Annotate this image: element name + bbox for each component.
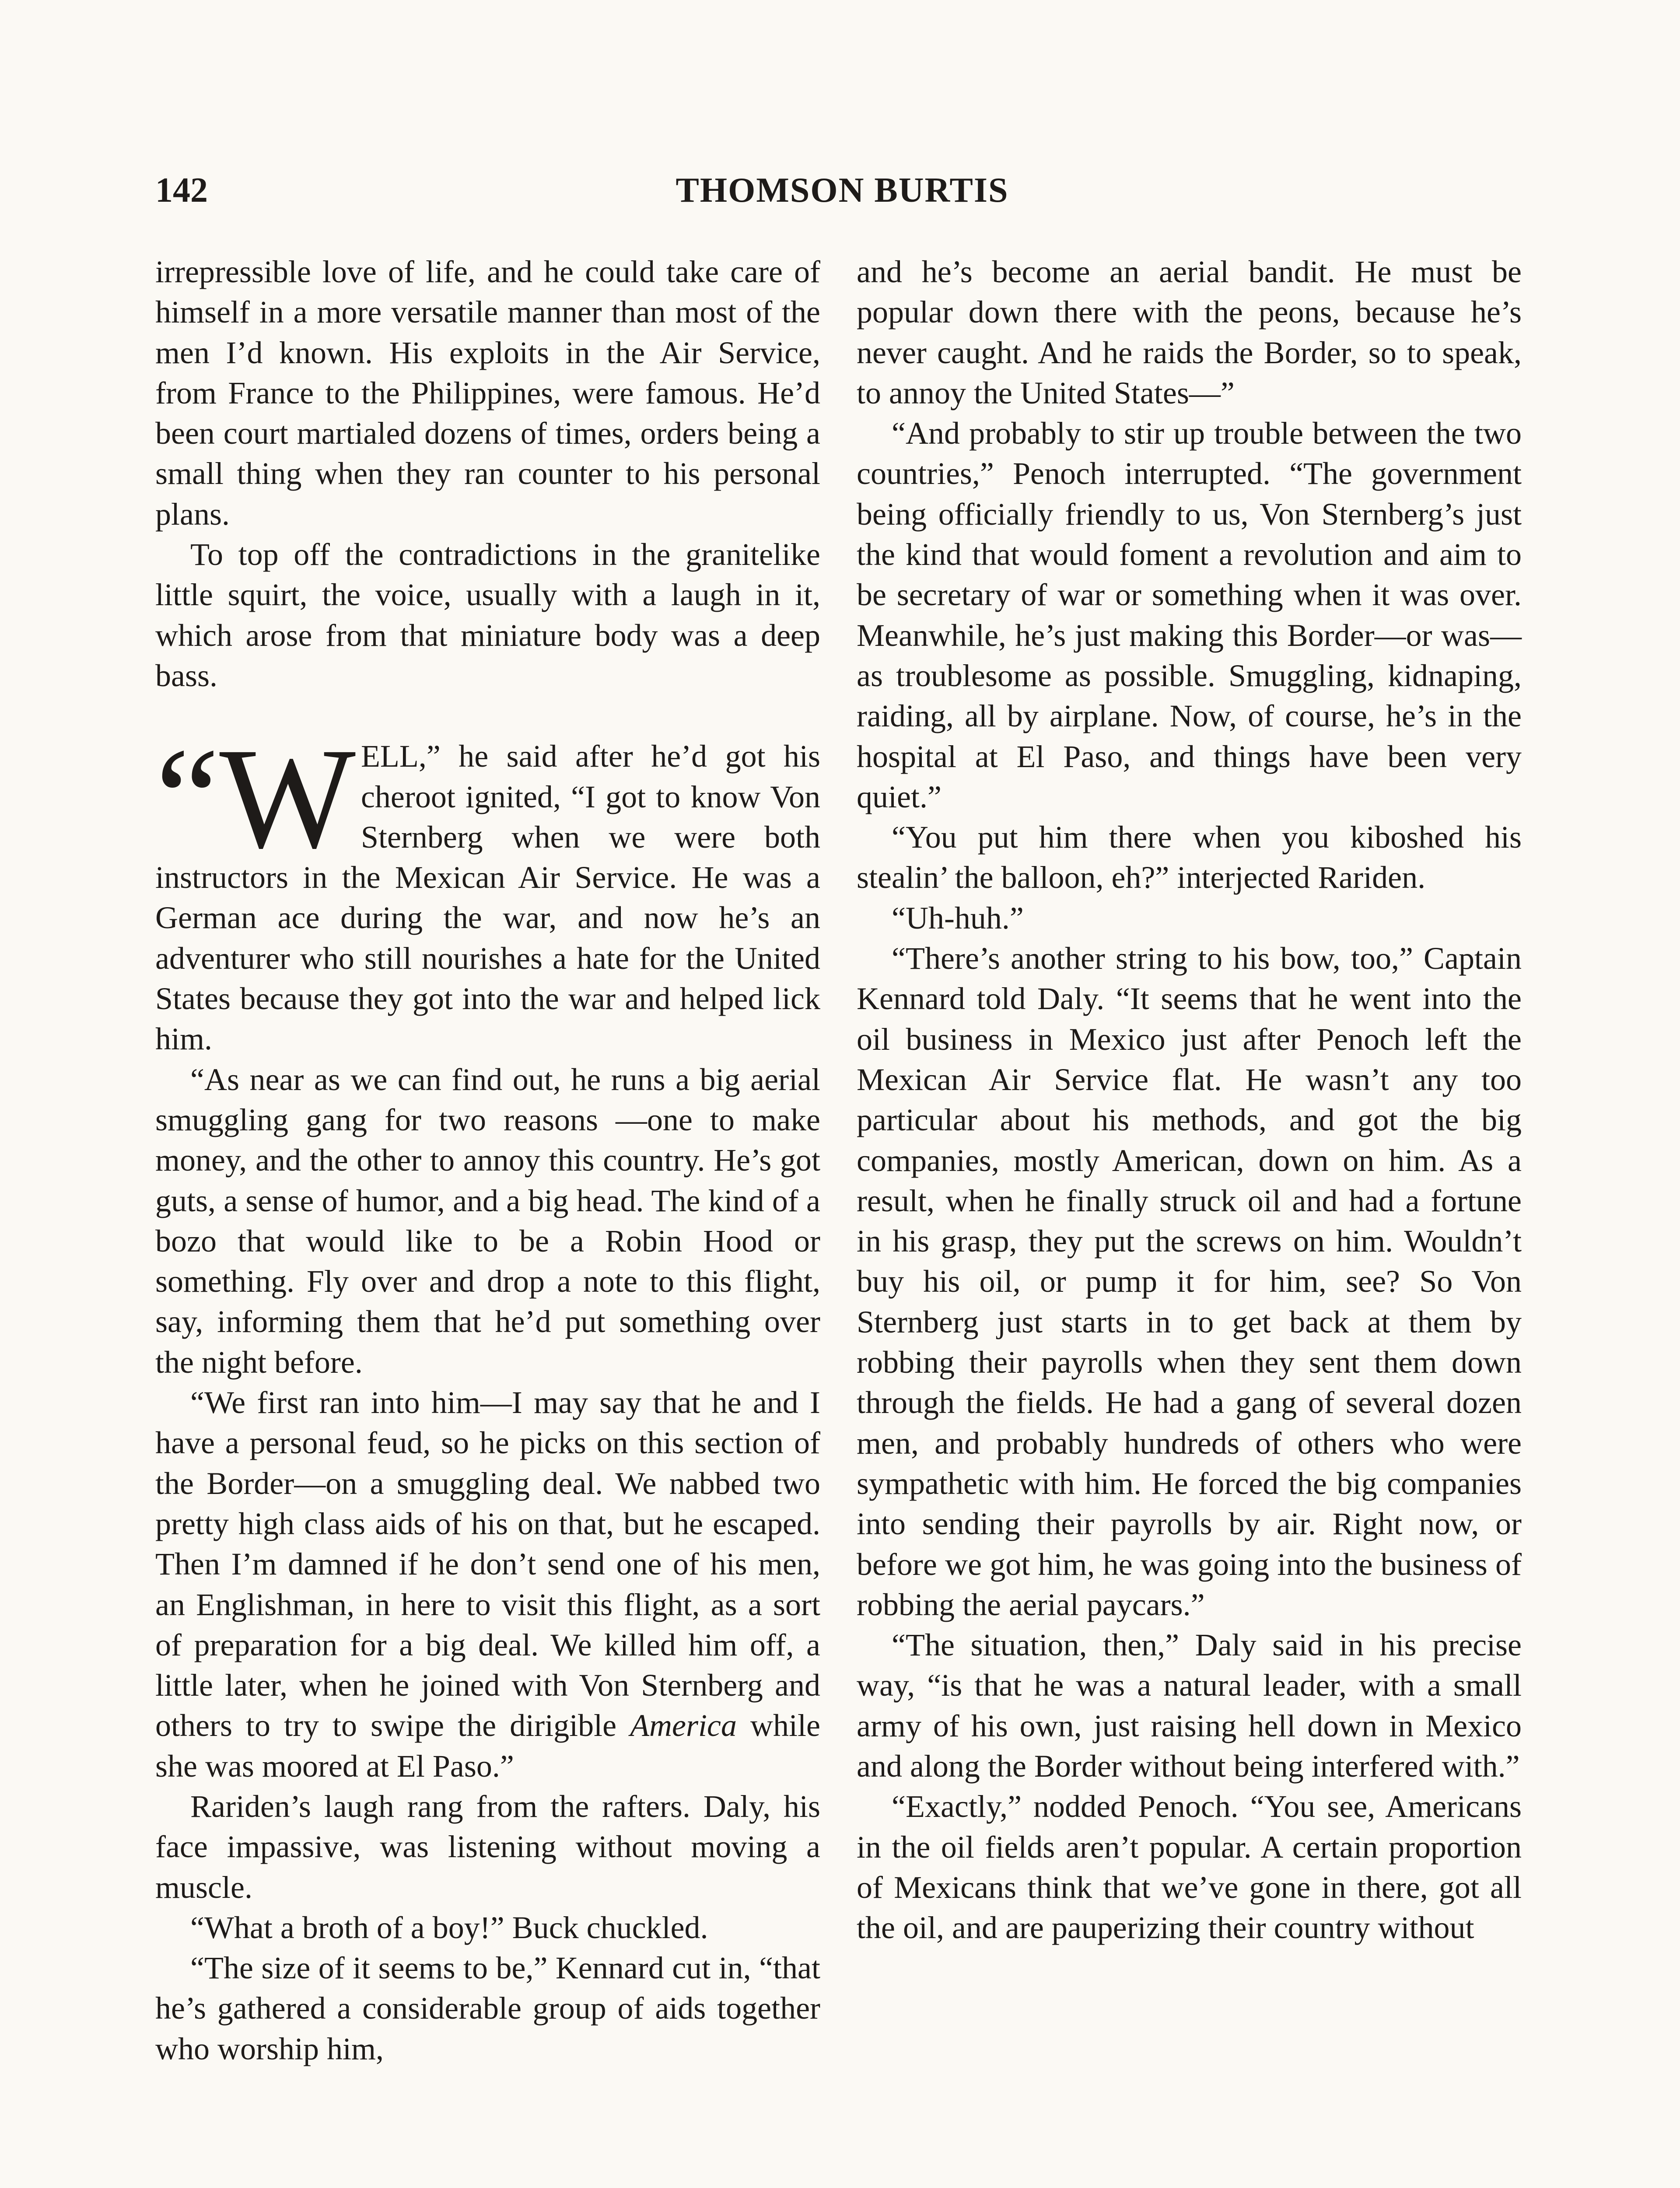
paragraph-text-end: while she was moored at El Paso.” [155,1708,820,1784]
paragraph: “There’s another string to his bow, too,” Captain Kennard told Daly. “It seems that he went into the oil business in Mexico just after Penoch left the Mexican Air Service flat. He wasn’t any too particular about his methods, and got the big companies, mostly American, down on him. As a result, when he finally struck oil and had a fortune in his grasp, they put the screws on him. Wouldn’t buy his oil, or pump it for him, see? So Von Sternberg just starts in to get back at them by robbing their payrolls when they sent them down through the fields. He had a gang of several dozen men, and probably hundreds of others who were sympathetic with him. He forced the big companies into sending their payrolls by air. Right now, or before we got him, he was going into the business of robbing the aerial paycars.” [857,941,1522,1622]
section-opening-paragraph [155,719,820,1059]
paragraph: “What a broth of a boy!” Buck chuckled. [190,1910,708,1945]
paragraph-text: “We first ran into him—I may say that he and I have a personal feud, so he picks on this section of the Border—on a smuggling deal. We nabbed two pretty high class aids of his on that, but he escaped. Then I’m damned if he don’t send one of his men, an Englishman, in here to visit this flight, as a sort of preparation for a big deal. We killed him off, a little later, when he joined with Von Sternberg and others to try to swipe the dirigible [155,1385,820,1743]
paragraph: “Exactly,” nodded Penoch. “You see, Americans in the oil fields aren’t popular. A certain proportion of Mexicans think that we’ve gone in there, got all the oil, and are pauperizing their country without [857,1789,1522,1946]
paragraph: and he’s become an aerial bandit. He must be popular down there with the peons, because he’s never caught. And he raids the Border, so to speak, to annoy the United States—” [857,254,1522,410]
paragraph: “You put him there when you kiboshed his stealin’ the balloon, eh?” interjected Rariden. [857,820,1522,895]
drop-cap: “W [155,719,356,879]
paragraph: Rariden’s laugh rang from the rafters. Daly, his face impassive, was listening without moving a muscle. [155,1788,820,1905]
paragraph: To top off the contradictions in the granitelike little squirt, the voice, usually with a laugh in it, which arose from that miniature body was a deep bass. [155,537,820,693]
paragraph: “The situation, then,” Daly said in his precise way, “is that he was a natural leader, with a small army of his own, just raising hell down in Mexico and along the Border without being interfered with.” [857,1627,1522,1784]
paragraph: “And probably to stir up trouble between the two countries,” Penoch interrupted. “The government being officially friendly to us, Von Sternberg’s just the kind that would foment a revolution and aim to be secretary of war or something when it was over. Meanwhile, he’s just making this Border—or was—as troublesome as possible. Smuggling, kidnaping, raiding, all by airplane. Now, of course, he’s in the hospital at El Paso, and things have been very quiet.” [857,416,1522,814]
paragraph-text: ELL,” he said after he’d got his cheroot ignited, “I got to know Von Sternberg when we were both instructors in the Mexican Air Service. He was a German ace during the war, and now he’s an adventurer who still nourishes a hate for the United States because they got into the war and helped lick him. [155,739,820,1057]
paragraph: irrepressible love of life, and he could take care of himself in a more versatile manner than most of the men I’d known. His exploits in the Air Service, from France to the Philippines, were famous. He’d been court martialed dozens of times, orders being a small thing when they ran counter to his personal plans. [155,254,820,532]
page-header [155,166,1529,214]
right-column [857,252,1522,1948]
ship-name: America [630,1708,737,1743]
page-number: 142 [155,171,208,210]
paragraph: “Uh-huh.” [892,900,1024,936]
paragraph [155,1382,820,1786]
running-head: THOMSON BURTIS [676,171,1009,210]
left-column [155,252,820,2069]
paragraph: “The size of it seems to be,” Kennard cut in, “that he’s gathered a considerable group of aids together who worship him, [155,1950,820,2066]
paragraph: “As near as we can find out, he runs a big aerial smuggling gang for two reasons —one to make money, and the other to annoy this country. He’s got guts, a sense of humor, and a big head. The kind of a bozo that would like to be a Robin Hood or something. Fly over and drop a note to this flight, say, informing them that he’d put something over the night before. [155,1062,820,1380]
